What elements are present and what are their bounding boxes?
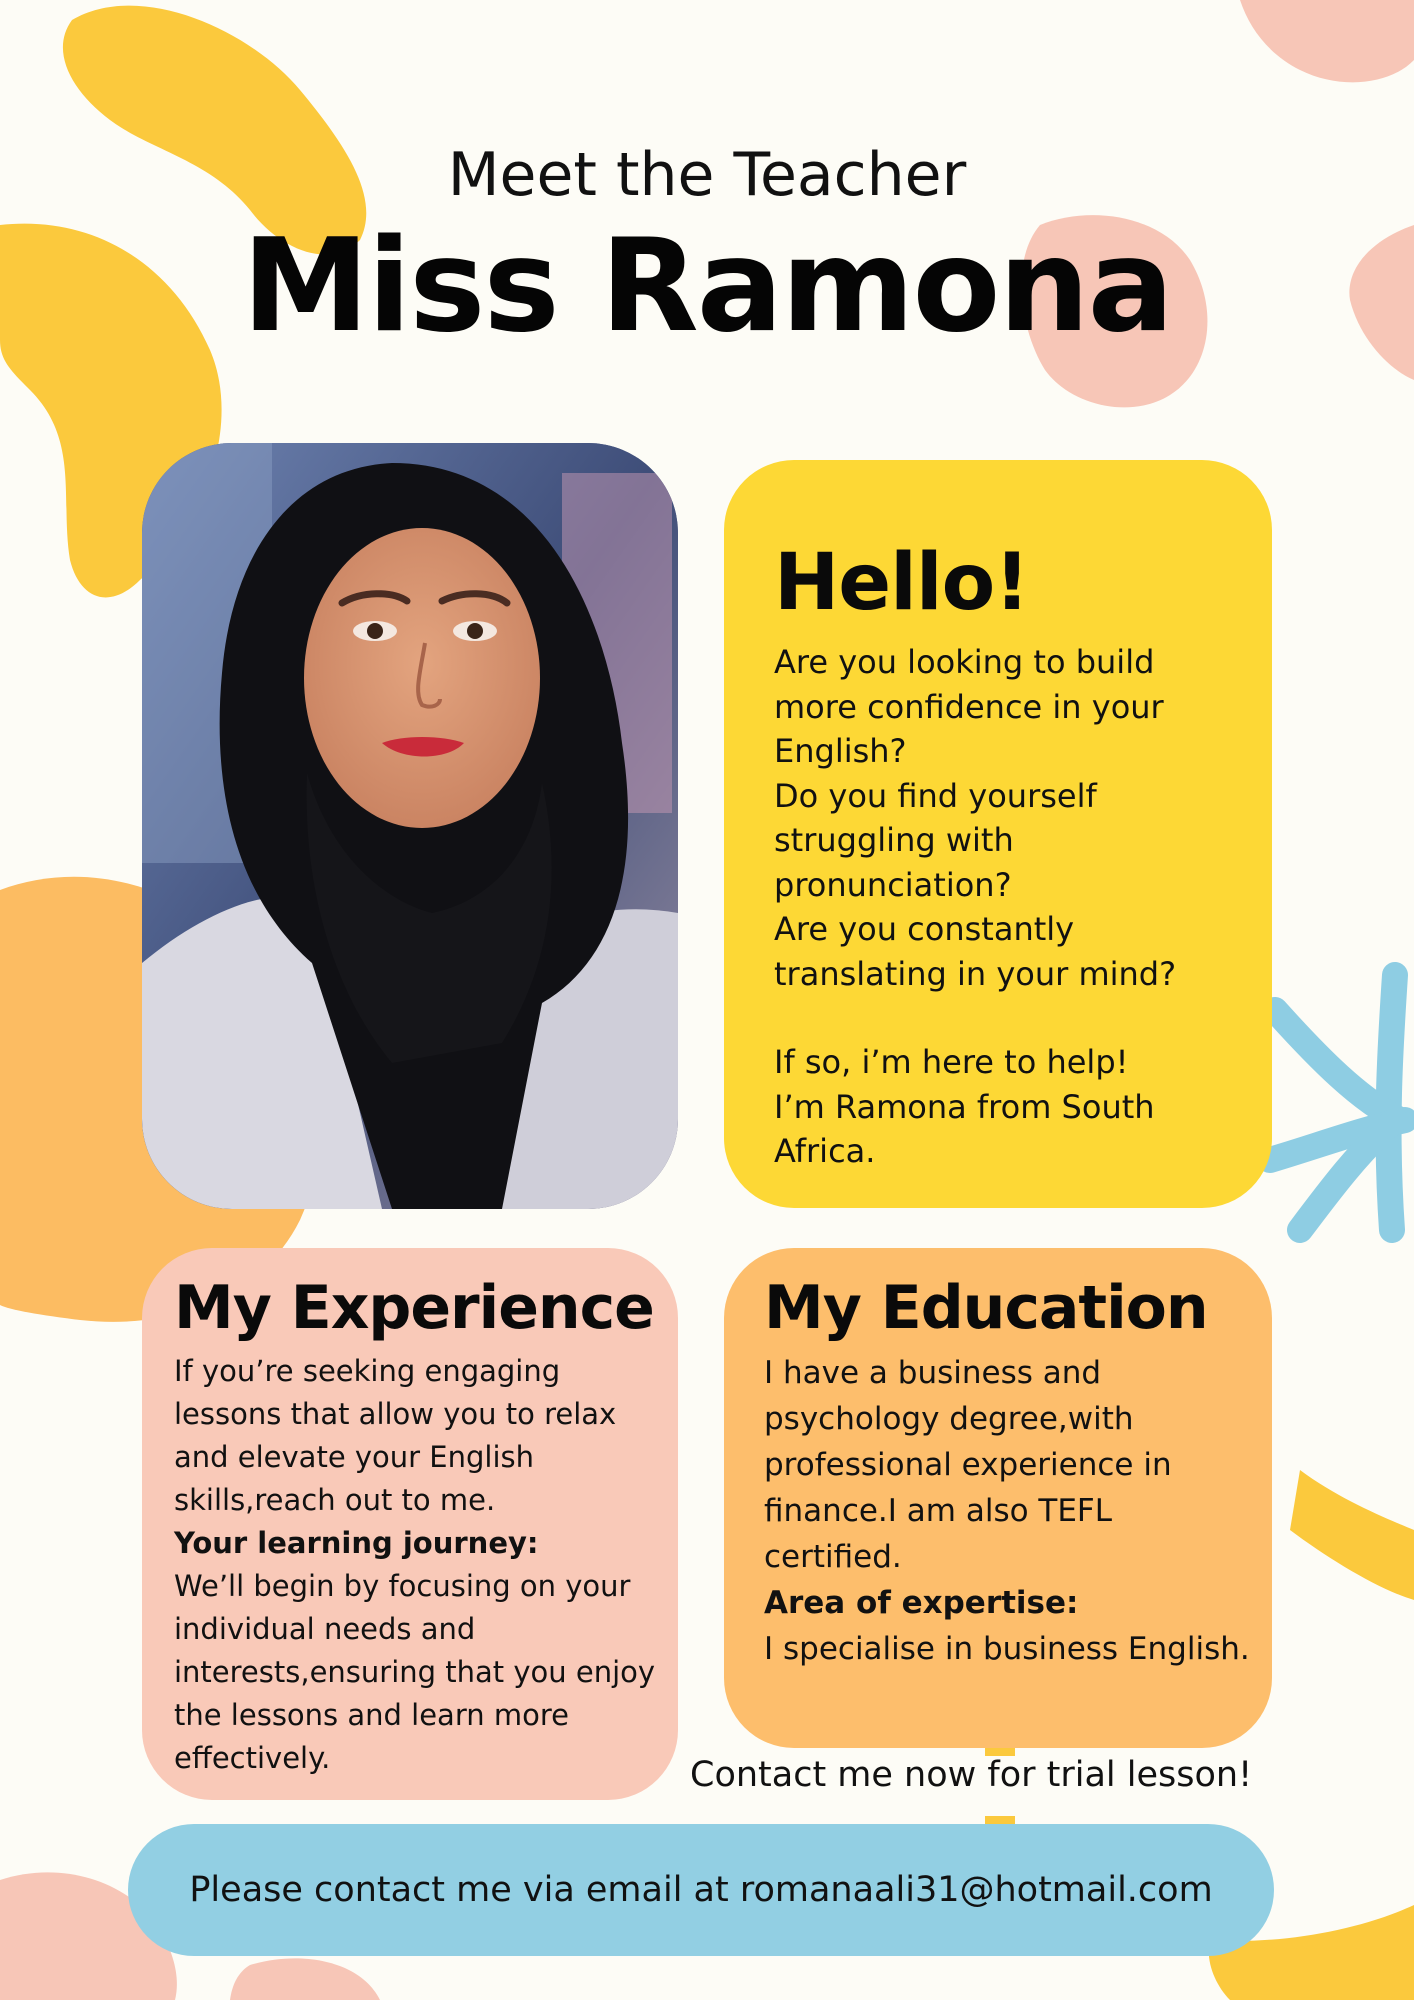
hello-card xyxy=(724,460,1272,1208)
experience-card xyxy=(142,1248,678,1800)
teacher-photo xyxy=(142,443,678,1209)
blue-brush-shape xyxy=(1270,975,1405,1230)
hello-paragraph: If so, i’m here to help! xyxy=(774,1043,1129,1081)
education-body: I specialise in business English. xyxy=(764,1631,1250,1667)
teacher-portrait xyxy=(142,443,678,1209)
education-intro: I have a business and psychology degree,with professional experience in finance.I am also TEFL certified. xyxy=(764,1355,1172,1575)
yellow-curve-shape xyxy=(1290,1470,1414,1600)
experience-heading: My Experience xyxy=(174,1273,654,1343)
yellow-dash-bottom xyxy=(985,1816,1015,1824)
hello-paragraph: Are you looking to build more confidence in your English? xyxy=(774,643,1164,770)
experience-text xyxy=(174,1350,658,1780)
experience-subheading: Your learning journey: xyxy=(174,1526,539,1560)
hello-paragraph: Do you find yourself struggling with pronunciation? xyxy=(774,776,1097,904)
education-heading: My Education xyxy=(764,1273,1208,1343)
trial-lesson-cta: Contact me now for trial lesson! xyxy=(690,1755,1253,1795)
education-text xyxy=(764,1350,1252,1672)
experience-intro: If you’re seeking engaging lessons that allow you to relax and elevate your English skills,reach out to me. xyxy=(174,1354,617,1517)
pink-corner-shape xyxy=(1240,0,1414,82)
page-subtitle: Meet the Teacher xyxy=(447,140,967,210)
hello-heading: Hello! xyxy=(774,538,1029,628)
hello-paragraph: I’m Ramona from South Africa. xyxy=(774,1087,1155,1170)
teacher-name: Miss Ramona xyxy=(242,212,1172,361)
contact-email-text[interactable]: Please contact me via email at romanaali31@hotmail.com xyxy=(189,1870,1213,1910)
experience-body: We’ll begin by focusing on your individual needs and interests,ensuring that you enjoy the lessons and learn more effectively. xyxy=(174,1569,656,1775)
pink-bottom-mid-shape xyxy=(230,1958,380,2000)
hello-paragraph: Are you constantly translating in your mind? xyxy=(774,910,1177,993)
hello-text xyxy=(774,640,1224,1174)
education-card xyxy=(724,1248,1272,1748)
education-subheading: Area of expertise: xyxy=(764,1585,1079,1621)
contact-bar xyxy=(128,1824,1274,1956)
paragraph-spacer xyxy=(774,996,1224,1040)
